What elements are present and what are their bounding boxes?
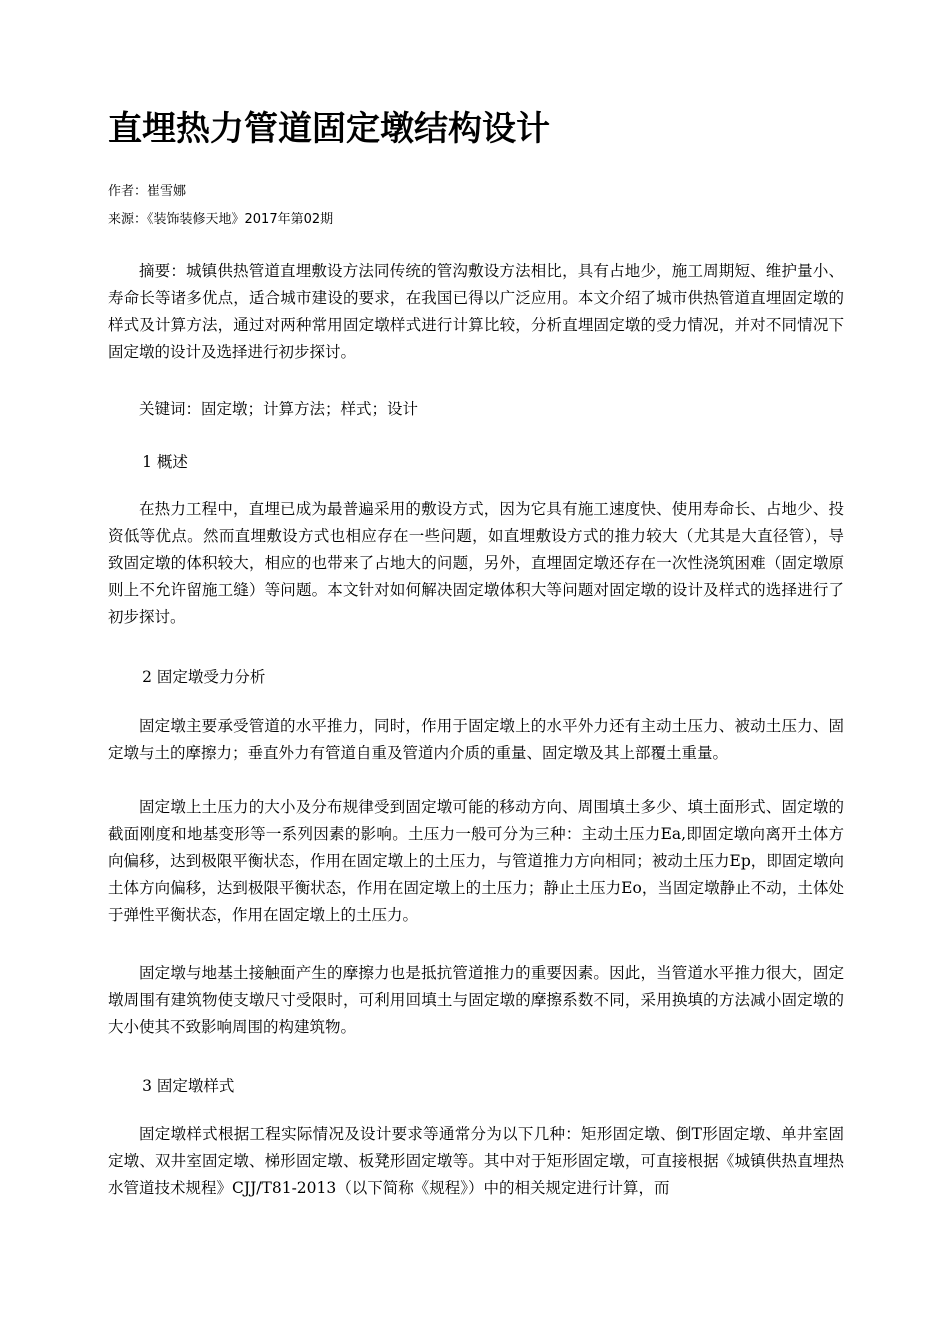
section-heading-pier-styles: 3 固定墩样式 xyxy=(142,1077,235,1095)
body-paragraph: 固定墩上土压力的大小及分布规律受到固定墩可能的移动方向、周围填土多少、填土面形式、固定墩的截面刚度和地基变形等一系列因素的影响。土压力一般可分为三种：主动土压力Ea,即固定墩向离开土体方向偏移，达到极限平衡状态，作用在固定墩上的土压力，与管道推力方向相同；被动土压力Ep，即固定墩向土体方向偏移，达到极限平衡状态，作用在固定墩上的土压力；静止土压力Eo，当固定墩静止不动，土体处于弹性平衡状态，作用在固定墩上的土压力。 xyxy=(108,798,844,924)
body-paragraph: 固定墩与地基土接触面产生的摩擦力也是抵抗管道推力的重要因素。因此，当管道水平推力很大，固定墩周围有建筑物使支墩尺寸受限时，可利用回填土与固定墩的摩擦系数不同，采用换填的方法减小固定墩的大小使其不致影响周围的构建筑物。 xyxy=(108,964,844,1036)
article-title: 直埋热力管道固定墩结构设计 xyxy=(108,109,550,149)
body-paragraph: 固定墩主要承受管道的水平推力，同时，作用于固定墩上的水平外力还有主动土压力、被动土压力、固定墩与土的摩擦力；垂直外力有管道自重及管道内介质的重量、固定墩及其上部覆土重量。 xyxy=(108,717,844,762)
body-paragraph: 固定墩样式根据工程实际情况及设计要求等通常分为以下几种：矩形固定墩、倒T形固定墩、单井室固定墩、双井室固定墩、梯形固定墩、板凳形固定墩等。其中对于矩形固定墩，可直接根据《城镇供热直埋热水管道技术规程》CJJ/T81-2013（以下简称《规程》）中的相关规定进行计算，而 xyxy=(108,1125,844,1197)
section-heading-force-analysis: 2 固定墩受力分析 xyxy=(142,668,266,686)
article-source: 来源：《装饰装修天地》2017年第02期 xyxy=(108,212,334,227)
abstract-paragraph: 摘要：城镇供热管道直埋敷设方法同传统的管沟敷设方法相比，具有占地少，施工周期短、维护量小、寿命长等诸多优点，适合城市建设的要求，在我国已得以广泛应用。本文介绍了城市供热管道直埋固定墩的样式及计算方法，通过对两种常用固定墩样式进行计算比较，分析直埋固定墩的受力情况，并对不同情况下固定墩的设计及选择进行初步探讨。 xyxy=(108,262,844,361)
body-paragraph: 在热力工程中，直埋已成为最普遍采用的敷设方式，因为它具有施工速度快、使用寿命长、占地少、投资低等优点。然而直埋敷设方式也相应存在一些问题，如直埋敷设方式的推力较大（尤其是大直径管），导致固定墩的体积较大，相应的也带来了占地大的问题，另外，直埋固定墩还存在一次性浇筑困难（固定墩原则上不允许留施工缝）等问题。本文针对如何解决固定墩体积大等问题对固定墩的设计及样式的选择进行了初步探讨。 xyxy=(108,500,844,626)
keywords-paragraph: 关键词：固定墩；计算方法；样式；设计 xyxy=(139,400,419,418)
section-heading-overview: 1 概述 xyxy=(142,453,188,471)
article-author: 作者：崔雪娜 xyxy=(108,184,187,199)
